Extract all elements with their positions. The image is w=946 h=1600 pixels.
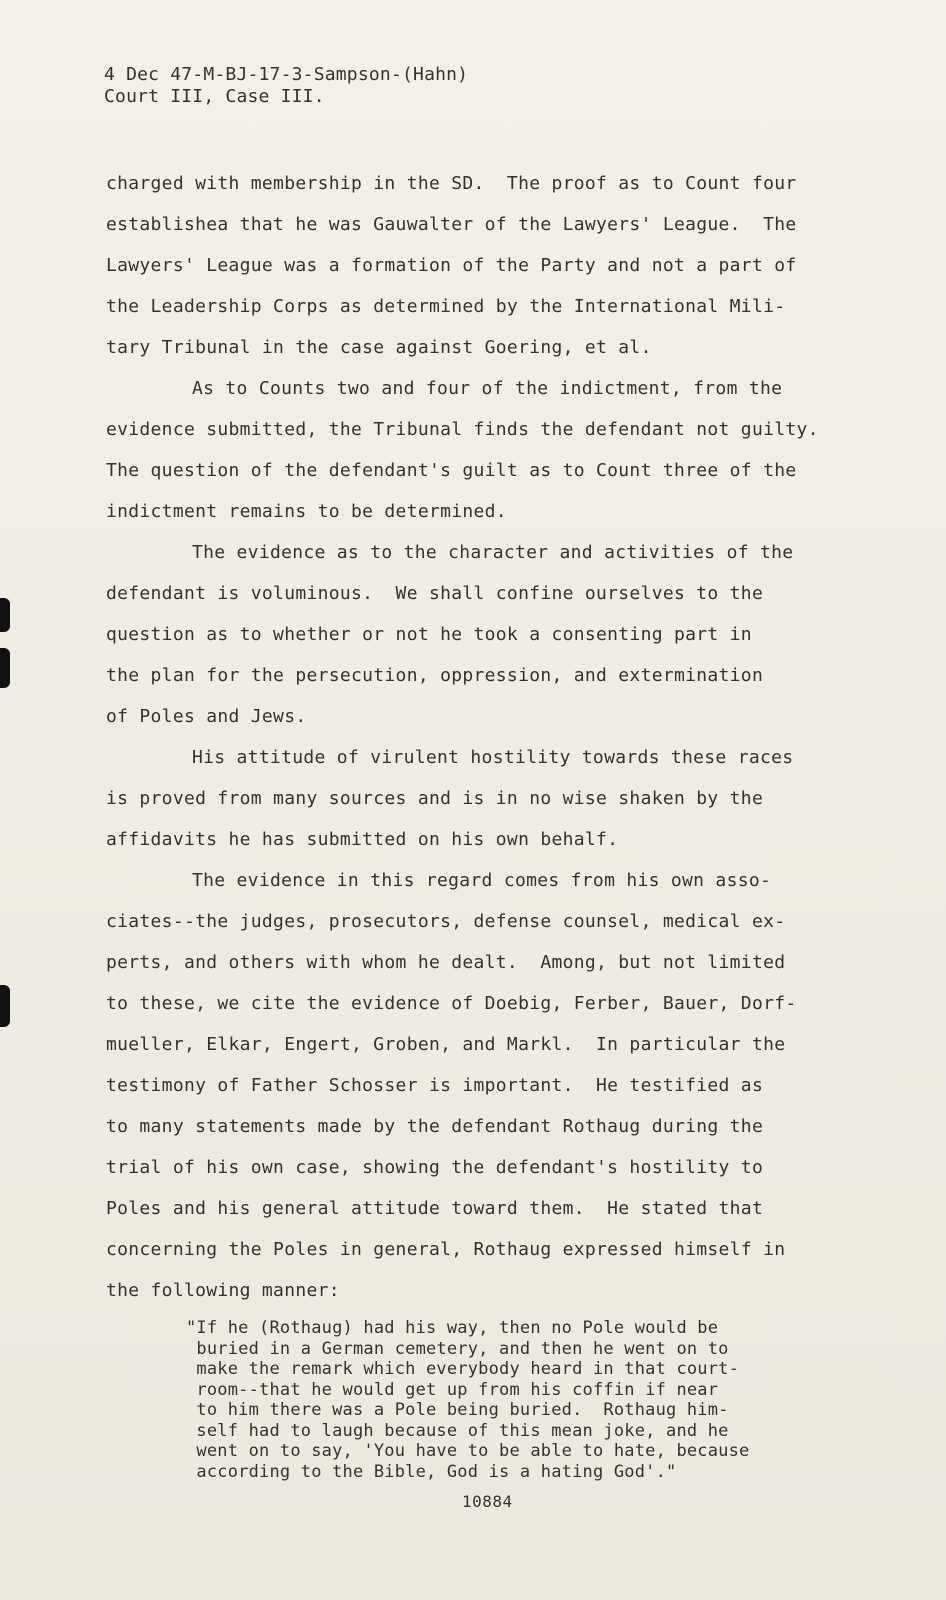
body-line: perts, and others with whom he dealt. Among, but not limited — [106, 952, 786, 973]
binder-mark-bottom — [0, 985, 10, 1027]
body-line: Lawyers' League was a formation of the Party and not a part of — [106, 255, 797, 276]
body-line: His attitude of virulent hostility towards these races — [192, 747, 794, 768]
quote-line: make the remark which everybody heard in that court- — [186, 1359, 740, 1379]
header-court-line: Court III, Case III. — [104, 86, 325, 107]
body-line: testimony of Father Schosser is important. He testified as — [106, 1075, 764, 1096]
body-line: The question of the defendant's guilt as to Count three of the — [106, 460, 797, 481]
quote-line: to him there was a Pole being buried. Rothaug him- — [186, 1400, 729, 1420]
body-line: concerning the Poles in general, Rothaug expressed himself in — [106, 1239, 786, 1260]
quote-line: according to the Bible, God is a hating God'." — [186, 1461, 677, 1482]
quote-line: room--that he would get up from his coffin if near — [186, 1379, 719, 1400]
binder-mark-top — [0, 598, 10, 632]
body-line: indictment remains to be determined. — [106, 501, 507, 522]
quote-line: self had to laugh because of this mean joke, and he — [186, 1420, 729, 1441]
body-line: The evidence in this regard comes from his own asso- — [192, 870, 772, 891]
quote-line: "If he (Rothaug) had his way, then no Pole would be — [186, 1318, 719, 1338]
body-line: the plan for the persecution, oppression, and extermination — [106, 665, 764, 686]
body-line: is proved from many sources and is in no wise shaken by the — [106, 788, 764, 809]
quotation-block — [186, 1318, 866, 1482]
body-line: establishea that he was Gauwalter of the Lawyers' League. The — [106, 214, 797, 235]
page-number: 10884 — [462, 1492, 513, 1511]
body-line: Poles and his general attitude toward them. He stated that — [106, 1198, 764, 1219]
body-line: to many statements made by the defendant Rothaug during the — [106, 1116, 764, 1137]
body-line: mueller, Elkar, Engert, Groben, and Markl. In particular the — [106, 1034, 786, 1055]
body-line: As to Counts two and four of the indictment, from the — [192, 378, 783, 399]
body-line: question as to whether or not he took a consenting part in — [106, 624, 752, 645]
body-line: ciates--the judges, prosecutors, defense counsel, medical ex- — [106, 911, 786, 932]
body-line: the following manner: — [106, 1280, 340, 1301]
body-line: defendant is voluminous. We shall confine ourselves to the — [106, 583, 764, 604]
body-line: to these, we cite the evidence of Doebig, Ferber, Bauer, Dorf- — [106, 993, 797, 1014]
binder-mark-middle — [0, 648, 10, 688]
body-line: trial of his own case, showing the defendant's hostility to — [106, 1157, 764, 1178]
header-reference-line: 4 Dec 47-M-BJ-17-3-Sampson-(Hahn) — [104, 64, 469, 85]
quote-line: buried in a German cemetery, and then he went on to — [186, 1338, 729, 1359]
body-line: of Poles and Jews. — [106, 706, 307, 727]
body-text — [106, 163, 886, 1311]
quote-line: went on to say, 'You have to be able to hate, because — [186, 1441, 750, 1461]
document-header — [104, 64, 468, 108]
body-line: tary Tribunal in the case against Goering, et al. — [106, 337, 652, 358]
body-line: evidence submitted, the Tribunal finds the defendant not guilty. — [106, 419, 819, 440]
body-line: the Leadership Corps as determined by the International Mili- — [106, 296, 786, 317]
body-line: affidavits he has submitted on his own behalf. — [106, 829, 619, 850]
body-line: The evidence as to the character and activities of the — [192, 542, 794, 563]
body-line: charged with membership in the SD. The proof as to Count four — [106, 173, 797, 194]
